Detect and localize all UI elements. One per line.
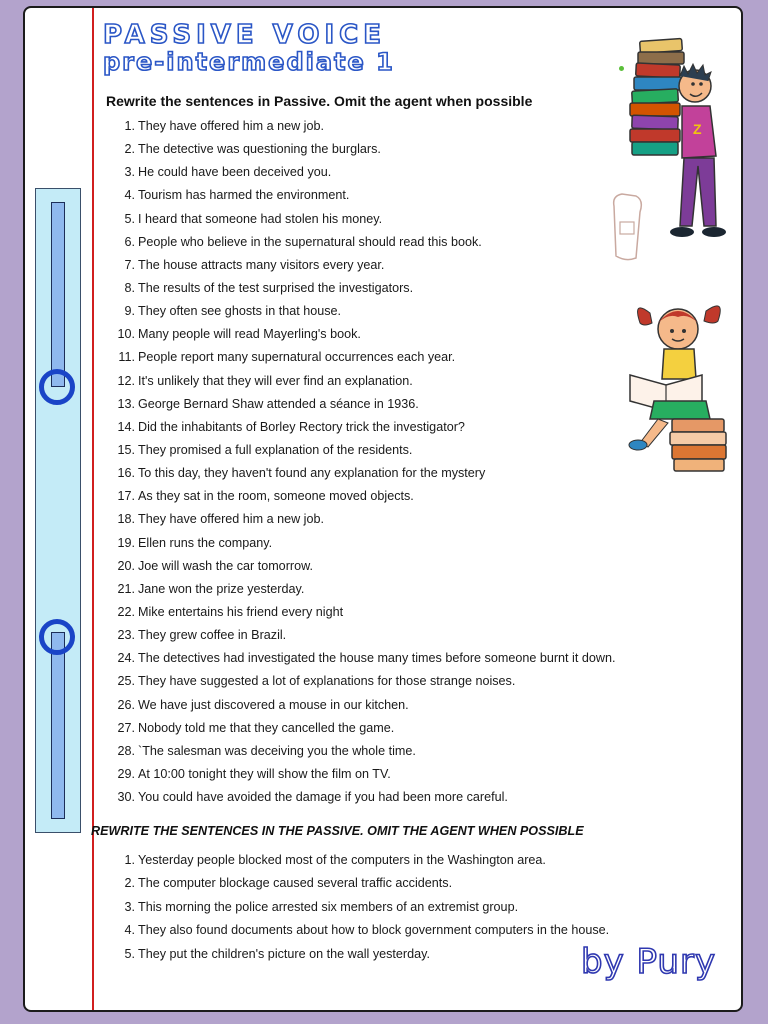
- section1-instruction: Rewrite the sentences in Passive. Omit the agent when possible: [106, 93, 533, 109]
- svg-text:Z: Z: [693, 121, 702, 137]
- binder-strip: [35, 188, 81, 833]
- section2-instruction: REWRITE THE SENTENCES IN THE PASSIVE. OMIT THE AGENT WHEN POSSIBLE: [91, 824, 584, 838]
- binder-bar-top: [51, 202, 65, 387]
- binder-ring-bottom: [39, 619, 75, 655]
- boy-carrying-books-illustration: [610, 36, 730, 266]
- binder-bar-bottom: [51, 632, 65, 819]
- page-title: PASSIVE VOICE: [103, 20, 386, 50]
- margin-line: [92, 8, 94, 1012]
- binder-ring-top: [39, 369, 75, 405]
- worksheet-page: PASSIVE VOICE pre-intermediate 1 Rewrite the sentences in Passive. Omit the agent when possible 1. They have offered him a new job. 2. The detective was questioning the burglars. 3. He could have been deceived you. 4. Tourism has harmed the environment. 5. I heard that someone had stolen his money. 6. People who believe in the supernatural should read this book. 7. The house attracts many visitors every year. 8. The results of the test surprised the investigators. 9. They often see ghosts in that house. 10. Many people will read Mayerling's book. 11. People report many supernatural occurrences each year. 12. It's unlikely that they will ever find an explanation. 13. George Bernard Shaw attended a séance in 1936. 14. Did the inhabitants of Borley Rectory trick the investigator? 15. They promised a full explanation of the residents. 16. To this day, they haven't found any explanation for the mystery 17. As they sat in the room, someone moved objects. 18. They have offered him a new job. 19. Ellen runs the company. 20. Joe will wash the car tomorrow. 21. Jane won the prize yesterday. 22. Mike entertains his friend every night 23. They grew coffee in Brazil. 24. The detectives had investigated the house many times before someone burnt it down. 25. They have suggested a lot of explanations for those strange noises. 26. We have just discovered a mouse in our kitchen. 27. Nobody told me that they cancelled the game. 28. `The salesman was deceiving you the whole time. 29. At 10:00 tonight they will show the film on TV. 30. You could have avoided the damage if you had been more careful. REWRITE THE SENTENCES IN THE PASSIVE. OMIT THE AGENT WHEN POSSIBLE 1. Yesterday people blocked most of the computers in the Washington area. 2. The computer blockage caused several traffic accidents. 3. This morning the police arrested six members of an extremist group. 4. They also found documents about how to block government computers in the house. 5. They put the children's picture on the wall yesterday. Z by Pury: [23, 6, 743, 1012]
- page-subtitle: pre-intermediate 1: [103, 48, 395, 76]
- author-signature: by Pury: [581, 942, 717, 982]
- girl-reading-illustration: [610, 293, 730, 473]
